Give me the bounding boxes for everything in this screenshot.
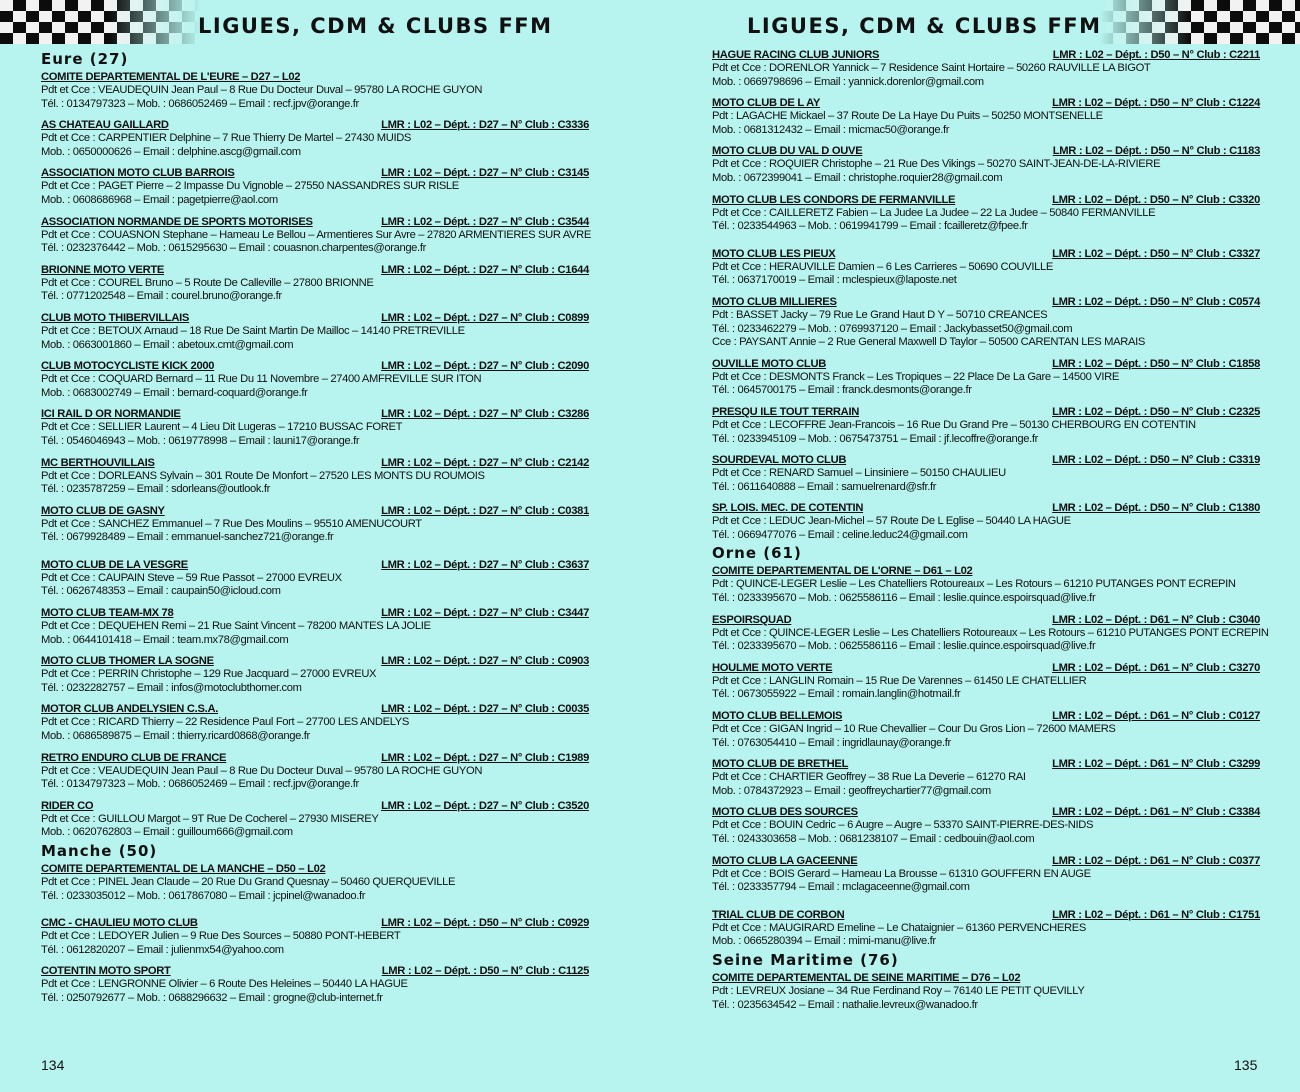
club-entry	[712, 854, 1260, 895]
club-code: LMR : L02 – Dépt. : D27 – N° Club : C2090	[381, 360, 589, 373]
club-contact-line: Pdt et Cce : BOUIN Cedric – 6 Augre – Augre – 53370 SAINT-PIERRE-DES-NIDS	[712, 819, 1094, 832]
club-contact-line: Mob. : 0669798696 – Email : yannick.dorenlor@gmail.com	[712, 75, 984, 88]
club-directory	[41, 48, 589, 1006]
club-heading	[712, 357, 1260, 371]
club-name: MOTO CLUB LES CONDORS DE FERMANVILLE	[712, 193, 956, 206]
club-heading	[41, 456, 589, 470]
club-contact-line: Mob. : 0608686968 – Email : pagetpierre@aol.com	[41, 193, 278, 206]
club-contact-line: Mob. : 0650000626 – Email : delphine.ascg@gmail.com	[41, 145, 301, 158]
club-name: SP. LOIS. MEC. DE COTENTIN	[712, 502, 864, 515]
club-heading	[41, 504, 589, 518]
club-code: LMR : L02 – Dépt. : D27 – N° Club : C3447	[381, 607, 589, 620]
club-entry	[712, 144, 1260, 185]
club-contact-line: Tél. : 0134797323 – Mob. : 0686052469 – Email : recf.jpv@orange.fr	[41, 778, 359, 791]
club-heading	[712, 295, 1260, 309]
club-contact-line: Tél. : 0637170019 – Email : mclespieux@laposte.net	[712, 274, 957, 287]
club-contact-line: Tél. : 0233945109 – Mob. : 0675473751 – Email : jf.lecoffre@orange.fr	[712, 432, 1038, 445]
club-contact-line: Mob. : 0683002749 – Email : bernard-coquard@orange.fr	[41, 386, 308, 399]
club-name: RETRO ENDURO CLUB DE FRANCE	[41, 751, 227, 764]
club-contact-line: Pdt et Cce : CAILLERETZ Fabien – La Judee La Judee – 22 La Judee – 50840 FERMANVILLE	[712, 206, 1156, 219]
club-heading	[712, 453, 1260, 467]
club-heading	[41, 606, 589, 620]
club-code: LMR : L02 – Dépt. : D50 – N° Club : C0929	[381, 917, 589, 930]
club-code: LMR : L02 – Dépt. : D61 – N° Club : C3384	[1052, 806, 1260, 819]
club-contact-line: Pdt et Cce : BETOUX Arnaud – 18 Rue De Saint Martin De Mailloc – 14140 PRETREVILLE	[41, 324, 465, 337]
club-heading	[712, 564, 1260, 578]
club-code: LMR : L02 – Dépt. : D50 – N° Club : C0574	[1052, 295, 1260, 308]
club-contact-line: Pdt et Cce : QUINCE-LEGER Leslie – Les Chatelliers Rotoureaux – Les Rotours – 61210 PUTANGES PONT ECREPIN	[712, 626, 1269, 639]
club-code: LMR : L02 – Dépt. : D50 – N° Club : C3320	[1052, 193, 1260, 206]
club-heading	[712, 709, 1260, 723]
club-name: CMC - CHAULIEU MOTO CLUB	[41, 917, 198, 930]
club-code: LMR : L02 – Dépt. : D27 – N° Club : C3145	[381, 167, 589, 180]
club-heading	[41, 407, 589, 421]
club-code: LMR : L02 – Dépt. : D50 – N° Club : C1858	[1052, 357, 1260, 370]
club-entry	[712, 709, 1260, 750]
section-title: Orne (61)	[712, 544, 802, 563]
club-contact-line: Tél. : 0679928489 – Email : emmanuel-sanchez721@orange.fr	[41, 531, 334, 544]
club-entry	[712, 564, 1260, 605]
club-entry	[712, 453, 1260, 494]
club-entry	[41, 407, 589, 448]
club-entry	[41, 359, 589, 400]
club-code: LMR : L02 – Dépt. : D27 – N° Club : C3336	[381, 119, 589, 132]
club-entry	[41, 263, 589, 304]
club-entry	[712, 613, 1269, 654]
club-code: LMR : L02 – Dépt. : D27 – N° Club : C1644	[381, 263, 589, 276]
club-entry	[712, 908, 1260, 949]
club-code: LMR : L02 – Dépt. : D50 – N° Club : C1380	[1052, 502, 1260, 515]
club-entry	[41, 606, 589, 647]
club-code: LMR : L02 – Dépt. : D50 – N° Club : C1183	[1052, 145, 1260, 158]
club-entry	[712, 295, 1260, 350]
club-contact-line: Tél. : 0546046943 – Mob. : 0619778998 – Email : launi17@orange.fr	[41, 434, 360, 447]
club-contact-line: Pdt et Cce : PINEL Jean Claude – 20 Rue Du Grand Quesnay – 50460 QUERQUEVILLE	[41, 876, 456, 888]
club-entry	[41, 702, 589, 743]
club-contact-line: Pdt et Cce : LENGRONNE Olivier – 6 Route Des Heleines – 50440 LA HAGUE	[41, 978, 408, 991]
club-name: CLUB MOTO THIBERVILLAIS	[41, 311, 190, 324]
club-contact-line: Tél. : 0626748353 – Email : caupain50@icloud.com	[41, 585, 281, 598]
club-code: LMR : L02 – Dépt. : D50 – N° Club : C3319	[1052, 454, 1260, 467]
club-contact-line: Tél. : 0233395670 – Mob. : 0625586116 – Email : leslie.quince.espoirsquad@live.fr	[712, 592, 1096, 605]
club-entry	[712, 48, 1260, 89]
club-entry	[41, 504, 589, 545]
club-entry	[41, 558, 589, 599]
club-contact-line: Mob. : 0681312432 – Email : micmac50@orange.fr	[712, 123, 950, 136]
club-contact-line: Tél. : 0250792677 – Mob. : 0688296632 – Email : grogne@club-internet.fr	[41, 991, 383, 1004]
club-heading	[712, 971, 1260, 985]
club-contact-line: Pdt et Cce : VEAUDEQUIN Jean Paul – 8 Rue Du Docteur Duval – 95780 LA ROCHE GUYON	[41, 764, 483, 777]
club-code: LMR : L02 – Dépt. : D50 – N° Club : C1224	[1052, 97, 1260, 110]
club-code: LMR : L02 – Dépt. : D27 – N° Club : C0381	[381, 504, 589, 517]
club-name: MOTO CLUB DE L AY	[712, 97, 821, 110]
right-page	[650, 0, 1300, 1092]
club-code: LMR : L02 – Dépt. : D27 – N° Club : C3637	[381, 558, 589, 571]
club-code: LMR : L02 – Dépt. : D50 – N° Club : C2211	[1052, 49, 1260, 61]
club-name: MC BERTHOUVILLAIS	[41, 456, 155, 469]
club-contact-line: Pdt et Cce : LEDUC Jean-Michel – 57 Route De L Eglise – 50440 LA HAGUE	[712, 515, 1071, 528]
club-contact-line: Pdt et Cce : COUASNON Stephane – Hameau Le Bellou – Armentieres Sur Avre – 27820 ARMENTIERES SUR AVRE	[41, 228, 591, 241]
club-contact-line: Pdt et Cce : HERAUVILLE Damien – 6 Les Carrieres – 50690 COUVILLE	[712, 260, 1054, 273]
page-header: LIGUES, CDM & CLUBS FFM	[747, 14, 1102, 38]
club-heading	[712, 805, 1260, 819]
club-entry	[41, 118, 589, 159]
club-contact-line: Pdt et Cce : GUILLOU Margot – 9T Rue De Cocherel – 27930 MISEREY	[41, 812, 379, 825]
club-contact-line: Pdt et Cce : PAGET Pierre – 2 Impasse Du Vignoble – 27550 NASSANDRES SUR RISLE	[41, 180, 459, 193]
club-entry	[41, 751, 589, 792]
club-name: OUVILLE MOTO CLUB	[712, 357, 827, 370]
club-name: COMITE DEPARTEMENTAL DE L'EURE – D27 – L02	[41, 71, 301, 83]
club-entry	[41, 456, 589, 497]
club-contact-line: Tél. : 0763054410 – Email : ingridlaunay@orange.fr	[712, 736, 951, 749]
club-contact-line: Pdt et Cce : DESMONTS Franck – Les Tropiques – 22 Place De La Gare – 14500 VIRE	[712, 370, 1120, 383]
club-contact-line: Pdt et Cce : LEDOYER Julien – 9 Rue Des Sources – 50880 PONT-HEBERT	[41, 930, 401, 943]
club-entry	[712, 661, 1260, 702]
club-heading	[41, 751, 589, 765]
club-entry	[712, 501, 1260, 542]
club-contact-line: Tél. : 0134797323 – Mob. : 0686052469 – Email : recf.jpv@orange.fr	[41, 97, 359, 110]
club-contact-line: Tél. : 0771202548 – Email : courel.bruno@orange.fr	[41, 290, 282, 303]
club-heading	[41, 118, 589, 132]
club-code: LMR : L02 – Dépt. : D61 – N° Club : C1751	[1052, 908, 1260, 921]
club-name: MOTOR CLUB ANDELYSIEN C.S.A.	[41, 703, 219, 716]
club-contact-line: Pdt : QUINCE-LEGER Leslie – Les Chatelliers Rotoureaux – Les Rotours – 61210 PUTANGES PONT ECREPIN	[712, 578, 1236, 591]
club-contact-line: Tél. : 0611640888 – Email : samuelrenard@sfr.fr	[712, 480, 937, 493]
club-name: ASSOCIATION MOTO CLUB BARROIS	[41, 167, 235, 180]
club-name: PRESQU ILE TOUT TERRAIN	[712, 405, 860, 418]
club-entry	[41, 799, 589, 840]
club-heading	[41, 799, 589, 813]
club-contact-line: Tél. : 0233357794 – Email : mclagaceenne@gmail.com	[712, 881, 970, 894]
club-heading	[41, 916, 589, 930]
club-name: MOTO CLUB THOMER LA SOGNE	[41, 655, 214, 668]
club-name: COTENTIN MOTO SPORT	[41, 965, 171, 978]
club-contact-line: Pdt : LEVREUX Josiane – 34 Rue Ferdinand Roy – 76140 LE PETIT QUEVILLY	[712, 984, 1085, 997]
club-name: CLUB MOTOCYCLISTE KICK 2000	[41, 360, 215, 373]
club-heading	[41, 166, 589, 180]
club-entry	[712, 971, 1260, 1012]
club-name: ESPOIRSQUAD	[712, 613, 792, 626]
club-contact-line: Tél. : 0235787259 – Email : sdorleans@outlook.fr	[41, 483, 271, 496]
club-name: MOTO CLUB LA GACEENNE	[712, 854, 858, 867]
club-contact-line: Mob. : 0663001860 – Email : abetoux.cmt@gmail.com	[41, 338, 294, 351]
club-entry	[41, 311, 589, 352]
club-contact-line: Pdt et Cce : LECOFFRE Jean-Francois – 16 Rue Du Grand Pre – 50130 CHERBOURG EN COTENTIN	[712, 418, 1196, 431]
club-entry	[41, 862, 589, 903]
club-heading	[712, 193, 1260, 207]
section-title: Seine Maritime (76)	[712, 950, 899, 969]
club-heading	[41, 359, 589, 373]
club-contact-line: Pdt et Cce : RENARD Samuel – Linsiniere – 50150 CHAULIEU	[712, 467, 1006, 480]
club-code: LMR : L02 – Dépt. : D27 – N° Club : C1989	[381, 751, 589, 764]
club-contact-line: Pdt et Cce : DEQUEHEN Remi – 21 Rue Saint Vincent – 78200 MANTES LA JOLIE	[41, 620, 431, 633]
club-code: LMR : L02 – Dépt. : D50 – N° Club : C3327	[1052, 247, 1260, 260]
club-code: LMR : L02 – Dépt. : D61 – N° Club : C0127	[1052, 710, 1260, 723]
club-code: LMR : L02 – Dépt. : D27 – N° Club : C3544	[381, 215, 589, 228]
club-heading	[712, 908, 1260, 922]
club-entry	[712, 405, 1260, 446]
club-name: ASSOCIATION NORMANDE DE SPORTS MOTORISES	[41, 215, 313, 228]
section-title: Manche (50)	[41, 842, 158, 860]
club-code: LMR : L02 – Dépt. : D50 – N° Club : C2325	[1052, 405, 1260, 418]
club-contact-line: Mob. : 0672399041 – Email : christophe.roquier28@gmail.com	[712, 171, 1003, 184]
club-contact-line: Tél. : 0612820207 – Email : julienmx54@yahoo.com	[41, 943, 284, 956]
club-name: MOTO CLUB DE BRETHEL	[712, 758, 849, 771]
club-entry	[712, 805, 1260, 846]
club-name: MOTO CLUB MILLIERES	[712, 295, 837, 308]
club-code: LMR : L02 – Dépt. : D61 – N° Club : C0377	[1052, 854, 1260, 867]
club-name: HAGUE RACING CLUB JUNIORS	[712, 49, 880, 61]
club-code: LMR : L02 – Dépt. : D27 – N° Club : C0899	[381, 311, 589, 324]
club-name: MOTO CLUB LES PIEUX	[712, 247, 836, 260]
club-contact-line: Mob. : 0784372923 – Email : geoffreychartier77@gmail.com	[712, 784, 991, 797]
club-entry	[41, 215, 589, 256]
club-contact-line: Tél. : 0233544963 – Mob. : 0619941799 – Email : fcailleretz@fpee.fr	[712, 220, 1028, 233]
club-heading	[712, 96, 1260, 110]
club-heading	[712, 405, 1260, 419]
club-name: RIDER CO	[41, 799, 94, 812]
club-entry	[712, 193, 1260, 234]
club-contact-line: Pdt et Cce : GIGAN Ingrid – 10 Rue Chevallier – Cour Du Gros Lion – 72600 MAMERS	[712, 723, 1116, 736]
club-contact-line: Pdt et Cce : BOIS Gerard – Hameau La Brousse – 61310 GOUFFERN EN AUGE	[712, 867, 1091, 880]
club-code: LMR : L02 – Dépt. : D61 – N° Club : C3040	[1052, 613, 1260, 626]
club-code: LMR : L02 – Dépt. : D27 – N° Club : C3520	[381, 799, 589, 812]
club-contact-line: Tél. : 0232376442 – Mob. : 0615295630 – Email : couasnon.charpentes@orange.fr	[41, 242, 426, 255]
club-heading	[41, 70, 589, 84]
club-contact-line: Pdt et Cce : LANGLIN Romain – 15 Rue De Varennes – 61450 LE CHATELLIER	[712, 674, 1087, 687]
club-code: LMR : L02 – Dépt. : D27 – N° Club : C2142	[381, 456, 589, 469]
club-contact-line: Mob. : 0665280394 – Email : mimi-manu@live.fr	[712, 935, 936, 948]
club-contact-line: Pdt : LAGACHE Mickael – 37 Route De La Haye Du Puits – 50250 MONTSENELLE	[712, 110, 1103, 123]
club-contact-line: Pdt et Cce : SELLIER Laurent – 4 Lieu Dit Lugeras – 17210 BUSSAC FORET	[41, 421, 403, 434]
club-code: LMR : L02 – Dépt. : D50 – N° Club : C1125	[381, 965, 589, 978]
club-name: MOTO CLUB DU VAL D OUVE	[712, 145, 863, 158]
club-entry	[41, 166, 589, 207]
club-name: TRIAL CLUB DE CORBON	[712, 908, 845, 921]
club-contact-line: Pdt et Cce : DORENLOR Yannick – 7 Residence Saint Hortaire – 50260 RAUVILLE LA BIGOT	[712, 62, 1151, 74]
page-number: 134	[41, 1057, 65, 1073]
club-name: MOTO CLUB BELLEMOIS	[712, 710, 843, 723]
club-contact-line: Pdt : BASSET Jacky – 79 Rue Le Grand Haut D Y – 50710 CREANCES	[712, 308, 1048, 321]
club-name: BRIONNE MOTO VERTE	[41, 263, 165, 276]
club-contact-line: Pdt et Cce : COQUARD Bernard – 11 Rue Du 11 Novembre – 27400 AMFREVILLE SUR ITON	[41, 373, 482, 386]
club-contact-line: Pdt et Cce : CARPENTIER Delphine – 7 Rue Thierry De Martel – 27430 MUIDS	[41, 132, 412, 145]
club-heading	[41, 862, 589, 876]
club-code: LMR : L02 – Dépt. : D27 – N° Club : C0903	[381, 655, 589, 668]
club-contact-line: Tél. : 0645700175 – Email : franck.desmonts@orange.fr	[712, 384, 972, 397]
club-name: MOTO CLUB DE LA VESGRE	[41, 558, 188, 571]
page-header: LIGUES, CDM & CLUBS FFM	[198, 14, 553, 38]
club-code: LMR : L02 – Dépt. : D27 – N° Club : C3286	[381, 408, 589, 421]
club-heading	[41, 215, 589, 229]
club-contact-line: Mob. : 0686589875 – Email : thierry.ricard0868@orange.fr	[41, 730, 310, 743]
club-name: ICI RAIL D OR NORMANDIE	[41, 408, 181, 421]
club-contact-line: Pdt et Cce : VEAUDEQUIN Jean Paul – 8 Rue Du Docteur Duval – 95780 LA ROCHE GUYON	[41, 84, 483, 96]
club-name: COMITE DEPARTEMENTAL DE L'ORNE – D61 – L02	[712, 565, 973, 578]
club-contact-line: Pdt et Cce : MAUGIRARD Emeline – Le Chataignier – 61360 PERVENCHERES	[712, 921, 1086, 934]
club-contact-line: Tél. : 0233035012 – Mob. : 0617867080 – Email : jcpinel@wanadoo.fr	[41, 889, 366, 902]
club-heading	[712, 757, 1260, 771]
club-heading	[41, 654, 589, 668]
club-name: COMITE DEPARTEMENTAL DE LA MANCHE – D50 – L02	[41, 863, 326, 875]
club-heading	[712, 661, 1260, 675]
club-contact-line: Tél. : 0669477076 – Email : celine.leduc24@gmail.com	[712, 528, 968, 541]
club-contact-line: Cce : PAYSANT Annie – 2 Rue General Maxwell D Taylor – 50500 CARENTAN LES MARAIS	[712, 336, 1145, 349]
club-contact-line: Pdt et Cce : CHARTIER Geoffrey – 38 Rue La Deverie – 61270 RAI	[712, 771, 1026, 784]
club-name: HOULME MOTO VERTE	[712, 661, 833, 674]
club-entry	[41, 654, 589, 695]
club-contact-line: Pdt et Cce : SANCHEZ Emmanuel – 7 Rue Des Moulins – 95510 AMENUCOURT	[41, 517, 422, 530]
club-name: AS CHATEAU GAILLARD	[41, 119, 169, 132]
club-entry	[712, 247, 1260, 288]
club-contact-line: Mob. : 0644101418 – Email : team.mx78@gmail.com	[41, 633, 289, 646]
club-contact-line: Pdt et Cce : COUREL Bruno – 5 Route De Calleville – 27800 BRIONNE	[41, 276, 374, 289]
club-heading	[712, 48, 1260, 62]
club-contact-line: Pdt et Cce : PERRIN Christophe – 129 Rue Jacquard – 27000 EVREUX	[41, 668, 377, 681]
club-entry	[712, 357, 1260, 398]
club-heading	[41, 263, 589, 277]
club-contact-line: Pdt et Cce : CAUPAIN Steve – 59 Rue Passot – 27000 EVREUX	[41, 571, 342, 584]
club-name: MOTO CLUB DE GASNY	[41, 504, 165, 517]
club-heading	[712, 144, 1260, 158]
club-name: SOURDEVAL MOTO CLUB	[712, 454, 847, 467]
club-contact-line: Pdt et Cce : DORLEANS Sylvain – 301 Route De Monfort – 27520 LES MONTS DU ROUMOIS	[41, 469, 485, 482]
club-contact-line: Tél. : 0233395670 – Mob. : 0625586116 – Email : leslie.quince.espoirsquad@live.fr	[712, 640, 1096, 653]
club-entry	[712, 757, 1260, 798]
club-entry	[41, 70, 589, 111]
club-code: LMR : L02 – Dépt. : D61 – N° Club : C3270	[1052, 661, 1260, 674]
club-contact-line: Mob. : 0620762803 – Email : guilloum666@gmail.com	[41, 826, 293, 839]
club-heading	[712, 854, 1260, 868]
club-contact-line: Tél. : 0243303658 – Mob. : 0681238107 – Email : cedbouin@aol.com	[712, 833, 1035, 845]
club-contact-line: Pdt et Cce : ROQUIER Christophe – 21 Rue Des Vikings – 50270 SAINT-JEAN-DE-LA-RIVIERE	[712, 158, 1161, 171]
club-entry	[41, 916, 589, 957]
club-contact-line: Tél. : 0233462279 – Mob. : 0769937120 – Email : Jackybasset50@gmail.com	[712, 322, 1073, 335]
checkered-flag-decoration	[1100, 0, 1300, 44]
club-entry	[41, 964, 589, 1005]
club-heading	[41, 702, 589, 716]
checkered-flag-decoration	[0, 0, 200, 44]
section-title: Eure (27)	[41, 50, 129, 68]
club-contact-line: Tél. : 0232282757 – Email : infos@motoclubthomer.com	[41, 681, 302, 694]
club-directory	[712, 48, 1269, 1012]
page-number: 135	[1234, 1057, 1258, 1073]
club-name: COMITE DEPARTEMENTAL DE SEINE MARITIME – D76 – L02	[712, 971, 1021, 984]
club-entry	[712, 96, 1260, 137]
club-code: LMR : L02 – Dépt. : D27 – N° Club : C0035	[381, 703, 589, 716]
club-contact-line: Tél. : 0235634542 – Email : nathalie.levreux@wanadoo.fr	[712, 998, 978, 1011]
club-contact-line: Tél. : 0673055922 – Email : romain.langlin@hotmail.fr	[712, 688, 961, 701]
club-heading	[41, 964, 589, 978]
club-heading	[712, 613, 1260, 627]
club-name: MOTO CLUB TEAM-MX 78	[41, 607, 174, 620]
club-name: MOTO CLUB DES SOURCES	[712, 806, 858, 819]
club-heading	[41, 558, 589, 572]
club-heading	[712, 247, 1260, 261]
club-code: LMR : L02 – Dépt. : D61 – N° Club : C3299	[1052, 758, 1260, 771]
club-heading	[712, 501, 1260, 515]
club-contact-line: Pdt et Cce : RICARD Thierry – 22 Residence Paul Fort – 27700 LES ANDELYS	[41, 716, 410, 729]
club-heading	[41, 311, 589, 325]
